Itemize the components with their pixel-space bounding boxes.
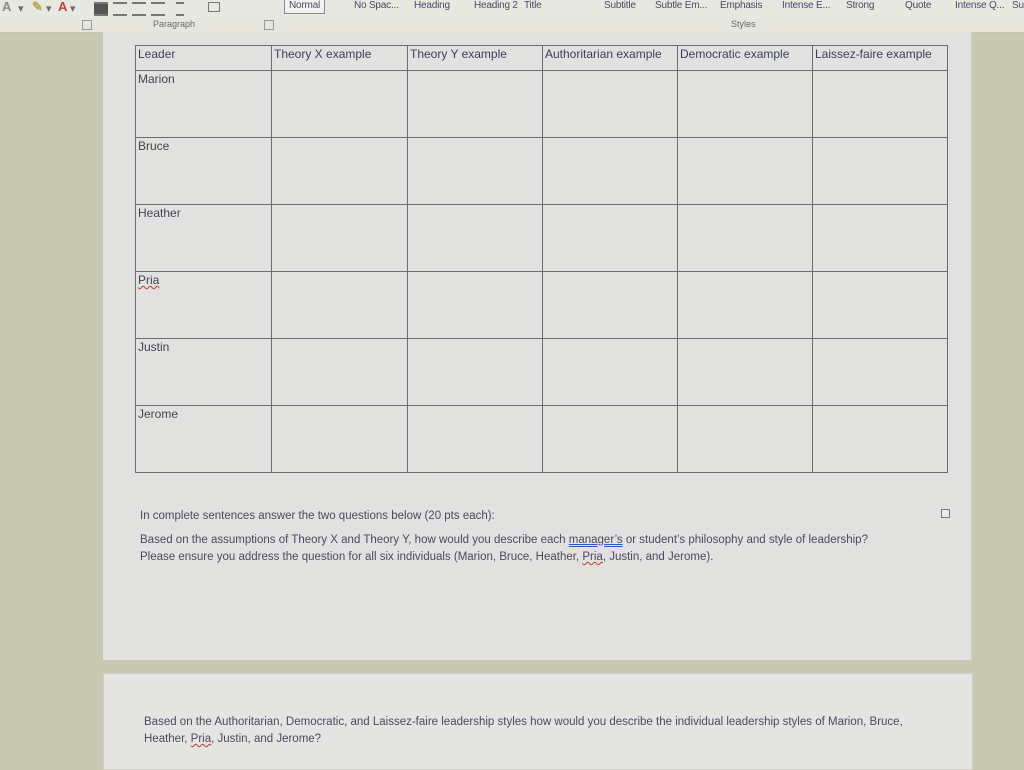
answer-cell[interactable]	[543, 71, 678, 138]
ribbon-toolbar	[0, 0, 1024, 19]
styles-group-label: Styles	[731, 19, 756, 29]
answer-cell[interactable]	[813, 272, 948, 339]
leader-name-cell[interactable]	[136, 339, 272, 406]
leader-name-cell[interactable]	[136, 272, 272, 339]
answer-cell[interactable]	[543, 406, 678, 473]
style-option-emphasis[interactable]: Emphasis	[720, 0, 763, 11]
question-1-text: or student’s philosophy and style of leadership? Please ensure you address the question for all six individuals (Marion, Bruce, Heather,	[140, 534, 868, 563]
answer-cell[interactable]	[272, 138, 408, 205]
answer-cell[interactable]	[408, 272, 543, 339]
answer-cell[interactable]	[813, 205, 948, 272]
align-right-icon[interactable]	[132, 2, 146, 16]
chevron-down-icon[interactable]: ▾	[46, 3, 52, 15]
question-2[interactable]	[144, 714, 924, 748]
answer-cell[interactable]	[543, 138, 678, 205]
style-option-title[interactable]: Title	[524, 0, 542, 11]
answer-cell[interactable]	[408, 205, 543, 272]
dialog-launcher-icon[interactable]	[82, 20, 92, 30]
font-color-icon[interactable]: A	[2, 0, 12, 14]
align-left-icon[interactable]	[94, 2, 108, 16]
answer-cell[interactable]	[543, 205, 678, 272]
table-row	[136, 406, 948, 473]
style-option-no-spac[interactable]: No Spac...	[354, 0, 399, 11]
shading-icon[interactable]	[208, 2, 220, 12]
questions-intro-text: In complete sentences answer the two questions below (20 pts each):	[140, 510, 495, 522]
style-option-su[interactable]: Su	[1012, 0, 1024, 11]
question-1-text: , Justin, and Jerome).	[602, 551, 714, 563]
leader-name: Bruce	[138, 139, 170, 153]
leader-name: Jerome	[138, 407, 179, 421]
document-page-2[interactable]	[103, 673, 973, 770]
leader-name-cell[interactable]	[136, 205, 272, 272]
answer-cell[interactable]	[813, 339, 948, 406]
answer-cell[interactable]	[272, 406, 408, 473]
document-page[interactable]	[103, 32, 972, 660]
paragraph-group-label: Paragraph	[153, 19, 196, 29]
answer-cell[interactable]	[813, 138, 948, 205]
answer-cell[interactable]	[408, 138, 543, 205]
style-option-subtle-em[interactable]: Subtle Em...	[655, 0, 708, 11]
style-option-normal[interactable]: Normal	[284, 0, 325, 14]
column-header[interactable]: Theory X example	[272, 46, 408, 71]
style-option-quote[interactable]: Quote	[905, 0, 932, 11]
column-header[interactable]: Democratic example	[678, 46, 813, 71]
leadership-table[interactable]	[135, 45, 948, 473]
table-resize-handle[interactable]	[941, 509, 950, 518]
table-row	[136, 272, 948, 339]
question-2-text: Based on the Authoritarian, Democratic, and Laissez-faire leadership styles how would you describe the individual leadership styles of Marion, Bruce, Heather,	[144, 716, 903, 745]
table-row	[136, 339, 948, 406]
justify-icon[interactable]	[151, 2, 165, 16]
answer-cell[interactable]	[272, 272, 408, 339]
answer-cell[interactable]	[813, 71, 948, 138]
text-highlight-icon[interactable]: ✎	[32, 0, 43, 14]
column-header[interactable]: Laissez-faire example	[813, 46, 948, 71]
question-1-text: Based on the assumptions of Theory X and Theory Y, how would you describe each	[140, 534, 569, 546]
answer-cell[interactable]	[272, 71, 408, 138]
answer-cell[interactable]	[408, 339, 543, 406]
text-color-icon[interactable]: A	[58, 0, 68, 14]
answer-cell[interactable]	[678, 205, 813, 272]
answer-cell[interactable]	[678, 339, 813, 406]
answer-cell[interactable]	[543, 339, 678, 406]
leader-name: Justin	[138, 340, 170, 354]
answer-cell[interactable]	[678, 138, 813, 205]
dialog-launcher-icon[interactable]	[264, 20, 274, 30]
leader-name: Marion	[138, 72, 175, 86]
question-1-misspelled-name: Pria	[582, 551, 603, 563]
leader-name-cell[interactable]	[136, 406, 272, 473]
style-option-strong[interactable]: Strong	[846, 0, 875, 11]
style-option-subtitle[interactable]: Subtitle	[604, 0, 636, 11]
leader-name: Heather	[138, 206, 181, 220]
column-header[interactable]: Theory Y example	[408, 46, 543, 71]
leader-name-cell[interactable]	[136, 138, 272, 205]
question-1-flagged-word: manager’s	[568, 534, 623, 546]
question-1[interactable]	[140, 532, 870, 566]
answer-cell[interactable]	[272, 205, 408, 272]
table-row	[136, 138, 948, 205]
style-option-intense-q[interactable]: Intense Q...	[955, 0, 1005, 11]
answer-cell[interactable]	[678, 406, 813, 473]
leader-name-cell[interactable]	[136, 71, 272, 138]
answer-cell[interactable]	[408, 406, 543, 473]
leader-name: Pria	[138, 273, 160, 287]
style-option-heading-2[interactable]: Heading 2	[474, 0, 518, 11]
answer-cell[interactable]	[543, 272, 678, 339]
answer-cell[interactable]	[678, 272, 813, 339]
ribbon-group-labels	[0, 18, 1024, 33]
table-header-row	[136, 46, 948, 71]
line-spacing-icon[interactable]	[176, 2, 184, 16]
table-row	[136, 205, 948, 272]
chevron-down-icon[interactable]: ▾	[18, 3, 24, 15]
answer-cell[interactable]	[678, 71, 813, 138]
question-2-misspelled-name: Pria	[190, 733, 212, 745]
question-2-text: , Justin, and Jerome?	[211, 733, 322, 745]
chevron-down-icon[interactable]: ▾	[70, 3, 76, 15]
align-center-icon[interactable]	[113, 2, 127, 16]
table-row	[136, 71, 948, 138]
style-option-heading[interactable]: Heading	[414, 0, 450, 11]
questions-intro[interactable]	[140, 510, 495, 522]
answer-cell[interactable]	[813, 406, 948, 473]
answer-cell[interactable]	[408, 71, 543, 138]
style-option-intense-e[interactable]: Intense E...	[782, 0, 831, 11]
column-header[interactable]: Leader	[136, 46, 272, 71]
column-header[interactable]: Authoritarian example	[543, 46, 678, 71]
answer-cell[interactable]	[272, 339, 408, 406]
